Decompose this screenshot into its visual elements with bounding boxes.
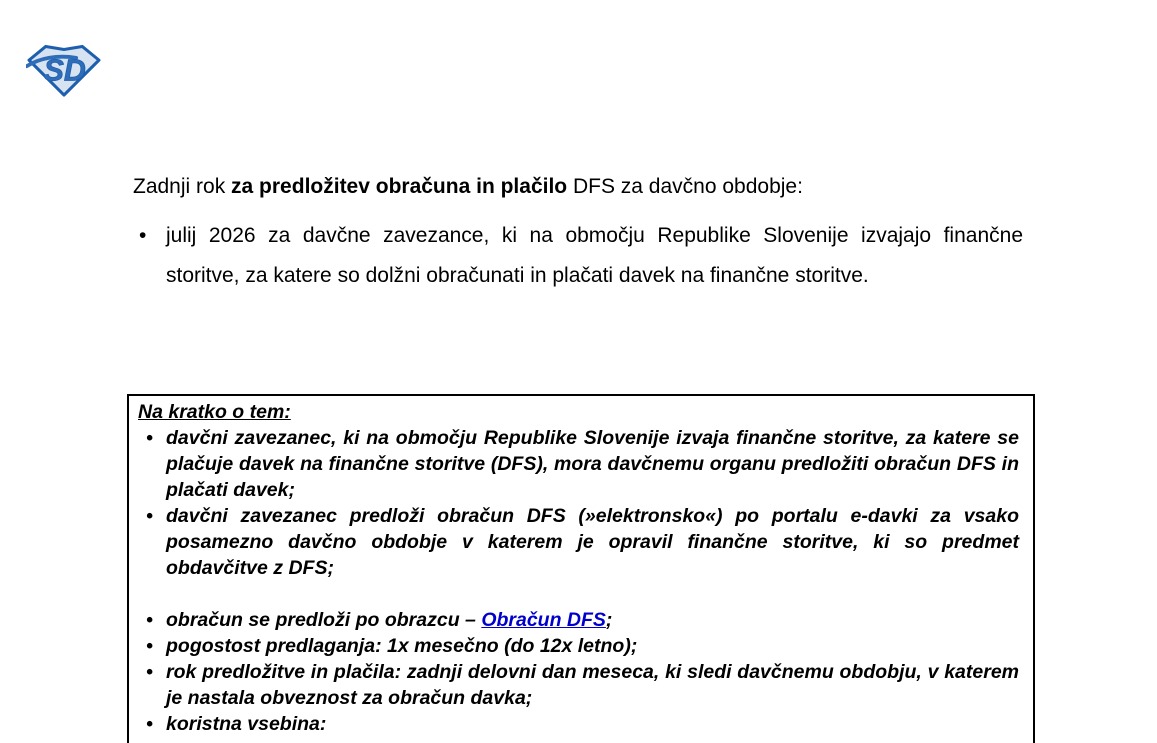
bullet-marker-icon: [138, 659, 166, 685]
bullet-marker-icon: [138, 633, 166, 659]
bullet-marker-icon: [138, 503, 166, 529]
infobox-list: [138, 425, 1019, 737]
sd-diamond-icon: [26, 42, 102, 98]
obracun-dfs-link[interactable]: Obračun DFS: [481, 609, 606, 631]
lead-pre: Zadnji rok: [133, 175, 232, 198]
logo-letters: SD: [43, 53, 86, 88]
summary-infobox: [127, 394, 1035, 743]
intro-bullet-item: [139, 216, 1023, 296]
lead-bold: za predložitev obračuna in plačilo: [231, 175, 568, 198]
bullet-marker-icon: [139, 216, 166, 256]
list-item: [138, 425, 1019, 503]
list-item: [138, 633, 1019, 659]
blank-line: [138, 581, 1019, 607]
infobox-item-text: rok predložitve in plačila: zadnji delovni dan meseca, ki sledi davčnemu obdobju, v katerem je nastala obveznost za obračun davka;: [166, 661, 1019, 709]
bullet-marker-icon: [138, 425, 166, 451]
list-item: [138, 503, 1019, 581]
intro-bullet-text: julij 2026 za davčne zavezance, ki na območju Republike Slovenije izvajajo finančne storitve, za katere so dolžni obračunati in plačati davek na finančne storitve.: [166, 224, 1023, 287]
obracun-post-text: ;: [605, 609, 613, 631]
lead-paragraph: [133, 172, 1023, 202]
bullet-marker-icon: [138, 711, 166, 737]
infobox-item-text: pogostost predlaganja: 1x mesečno (do 12x letno);: [166, 635, 638, 657]
infobox-item-text: davčni zavezanec predloži obračun DFS (»elektronsko«) po portalu e-davki za vsako posamezno davčno obdobje v katerem je opravil finančne storitve, ki so predmet obdavčitve z DFS;: [166, 505, 1019, 579]
lead-post: DFS za davčno obdobje:: [567, 175, 803, 198]
obracun-pre-text: obračun se predloži po obrazcu –: [166, 609, 482, 631]
infobox-heading: Na kratko o tem:: [138, 401, 291, 423]
bullet-marker-icon: [138, 607, 166, 633]
list-item: [138, 711, 1019, 737]
list-item: [138, 607, 1019, 633]
infobox-item-text: koristna vsebina:: [166, 713, 327, 735]
list-item: [138, 659, 1019, 711]
infobox-item-text: [166, 607, 1019, 633]
sd-diamond-logo: [26, 42, 102, 98]
infobox-item-text: davčni zavezanec, ki na območju Republike Slovenije izvaja finančne storitve, za katere se plačuje davek na finančne storitve (DFS), mora davčnemu organu predložiti obračun DFS in plačati davek;: [166, 427, 1019, 501]
